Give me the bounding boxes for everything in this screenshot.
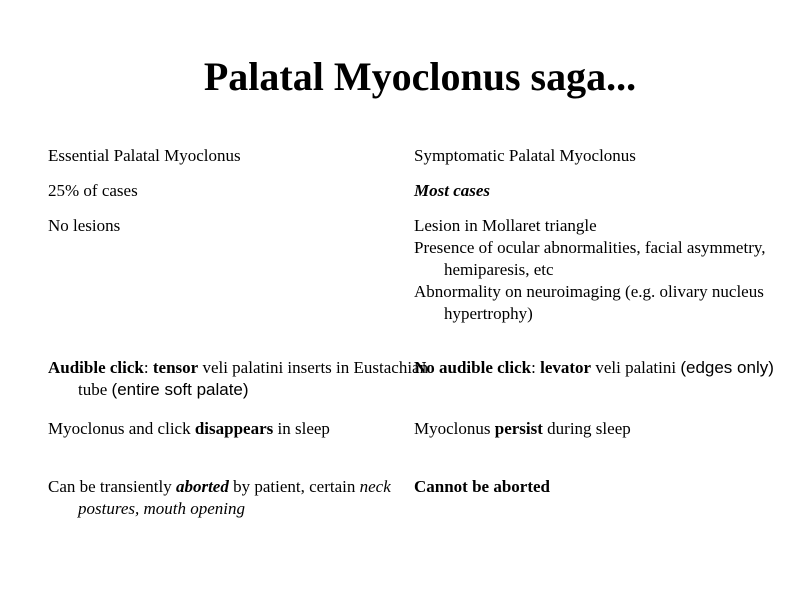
lesion-item: Abnormality on neuroimaging (e.g. olivary nucleus hypertrophy): [414, 282, 764, 323]
levator-text: levator: [540, 358, 592, 377]
row-lesions-symptomatic: [414, 215, 784, 325]
row-abort-symptomatic: [414, 476, 784, 498]
disappears-text: disappears: [194, 419, 274, 438]
text-fragment: Can be transiently: [48, 477, 176, 496]
neck-postures-text: neck postures, mouth opening: [78, 477, 391, 518]
header-symptomatic: Symptomatic Palatal Myoclonus: [414, 146, 636, 165]
edges-only-text: (edges only): [680, 358, 774, 377]
row-click-symptomatic: [414, 357, 800, 379]
text-fragment: in sleep: [273, 419, 330, 438]
row-click-essential: [48, 357, 433, 401]
lesion-item: Lesion in Mollaret triangle: [414, 216, 597, 235]
row-frequency-symptomatic: [414, 180, 784, 202]
header-essential: Essential Palatal Myoclonus: [48, 146, 241, 165]
tensor-text: tensor: [152, 358, 199, 377]
text-fragment: :: [143, 358, 153, 377]
cannot-be-aborted-text: Cannot be aborted: [414, 477, 551, 496]
text-fragment: by patient, certain: [228, 477, 360, 496]
no-audible-click-text: No audible click: [414, 358, 532, 377]
aborted-text: aborted: [175, 477, 229, 496]
row-sleep-essential: [48, 418, 403, 440]
row-abort-essential: [48, 476, 433, 520]
text-fragment: during sleep: [542, 419, 631, 438]
text-fragment: Myoclonus: [414, 419, 495, 438]
text-fragment: Myoclonus and click: [48, 419, 195, 438]
row-frequency-essential: 25% of cases: [48, 181, 138, 200]
row-sleep-symptomatic: [414, 418, 784, 440]
text-fragment: veli palatini: [591, 358, 681, 377]
audible-click-text: Audible click: [48, 358, 144, 377]
most-cases-text: Most cases: [414, 181, 491, 200]
slide-title: Palatal Myoclonus saga...: [203, 54, 637, 99]
row-lesions-essential: No lesions: [48, 216, 121, 235]
text-fragment: veli palatini inserts in Eustachian tube: [78, 358, 429, 399]
entire-soft-palate-text: (entire soft palate): [111, 380, 249, 399]
persist-text: persist: [494, 419, 543, 438]
lesion-item: Presence of ocular abnormalities, facial asymmetry, hemiparesis, etc: [414, 238, 766, 279]
text-fragment: :: [531, 358, 541, 377]
